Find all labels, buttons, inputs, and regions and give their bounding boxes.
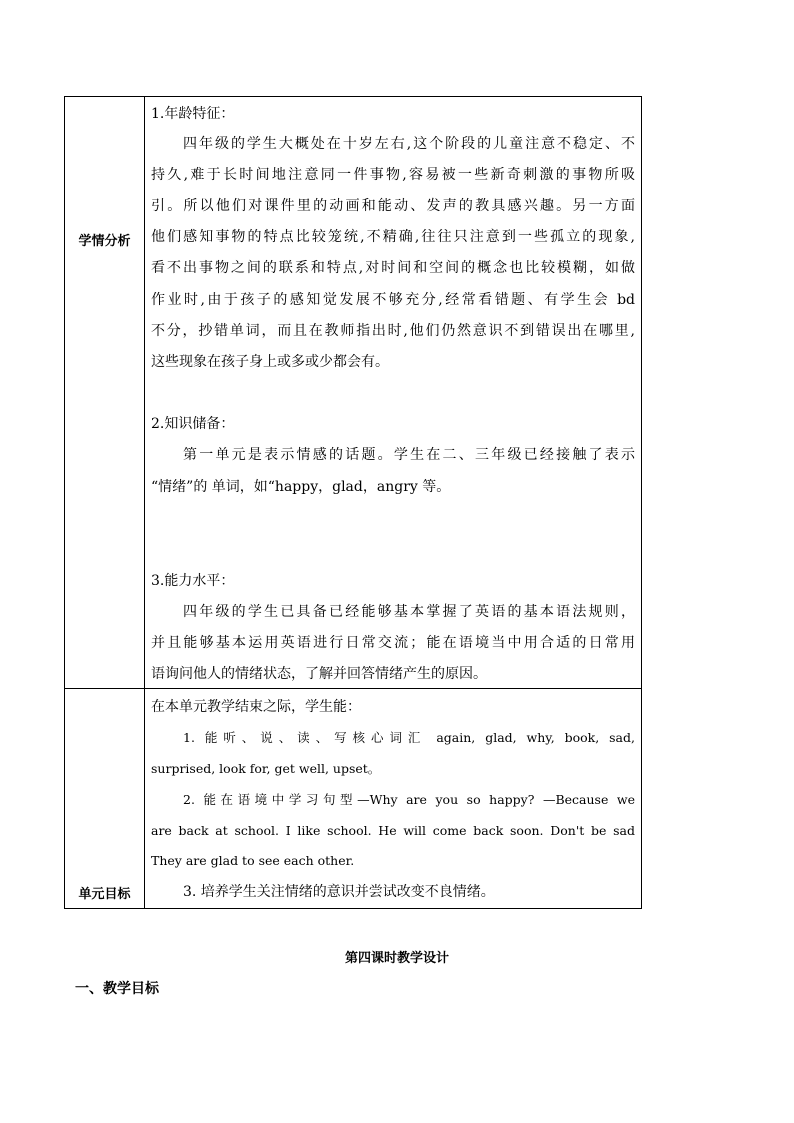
- goal-item-2: 2. 能在语境中学习句型—Why are you so happy? —Because we: [183, 792, 635, 807]
- age-paragraph-line: 这些现象在孩子身上或多或少都会有。: [151, 354, 389, 370]
- teaching-goals-heading: 一、教学目标: [75, 981, 159, 997]
- ability-paragraph-line: 四年级的学生已具备已经能够基本掌握了英语的基本语法规则，: [183, 604, 635, 620]
- student-analysis-row: [65, 97, 642, 689]
- unit-goals-row: [65, 689, 642, 909]
- student-analysis-label-cell: [65, 97, 145, 689]
- knowledge-heading: 2.知识储备：: [151, 416, 235, 432]
- age-heading: 1.年龄特征：: [151, 106, 235, 122]
- goal-item-1: 1. 能听、说、读、写核心词汇 again, glad, why, book, sad,: [183, 730, 635, 745]
- goals-intro: 在本单元教学结束之际，学生能：: [151, 699, 361, 715]
- age-paragraph-line: 作业时,由于孩子的感知觉发展不够充分,经常看错题、有学生会 bd: [151, 292, 635, 308]
- lesson-info-table: [64, 96, 642, 909]
- age-paragraph-line: 四年级的学生大概处在十岁左右,这个阶段的儿童注意不稳定、不: [183, 136, 635, 152]
- age-paragraph-line: 不分，抄错单词，而且在教师指出时,他们仍然意识不到错误出在哪里,: [151, 323, 635, 339]
- unit-goals-label-cell: [65, 689, 145, 909]
- age-paragraph-line: 他们感知事物的特点比较笼统,不精确,往往只注意到一些孤立的现象,: [151, 229, 635, 245]
- goal-item-3: 3. 培养学生关注情绪的意识并尝试改变不良情绪。: [183, 884, 495, 900]
- ability-paragraph-line: 并且能够基本运用英语进行日常交流；能在语境当中用合适的日常用: [151, 635, 635, 651]
- knowledge-paragraph-line: “情绪”的 单词，如“happy，glad，angry 等。: [151, 479, 451, 495]
- goal-item-2-continued: They are glad to see each other.: [151, 853, 355, 868]
- age-paragraph-line: 引。所以他们对课件里的动画和能动、发声的教具感兴趣。另一方面: [151, 198, 635, 214]
- age-paragraph-line: 看不出事物之间的联系和特点,对时间和空间的概念也比较模糊，如做: [151, 260, 635, 276]
- section-title: 第四课时教学设计: [344, 951, 449, 966]
- student-analysis-content: [145, 97, 642, 689]
- goal-item-2-continued: are back at school. I like school. He will come back soon. Don't be sad: [151, 823, 635, 838]
- ability-paragraph-line: 语询问他人的情绪状态，了解并回答情绪产生的原因。: [151, 666, 487, 682]
- age-paragraph-line: 持久,难于长时间地注意同一件事物,容易被一些新奇刺激的事物所吸: [151, 167, 635, 183]
- student-analysis-label: 学情分析: [78, 234, 131, 249]
- unit-goals-label: 单元目标: [78, 887, 131, 902]
- ability-heading: 3.能力水平：: [151, 573, 235, 589]
- unit-goals-content: [145, 689, 642, 909]
- goal-item-1-continued: surprised, look for, get well, upset。: [151, 761, 381, 776]
- knowledge-paragraph-line: 第一单元是表示情感的话题。学生在二、三年级已经接触了表示: [183, 447, 635, 463]
